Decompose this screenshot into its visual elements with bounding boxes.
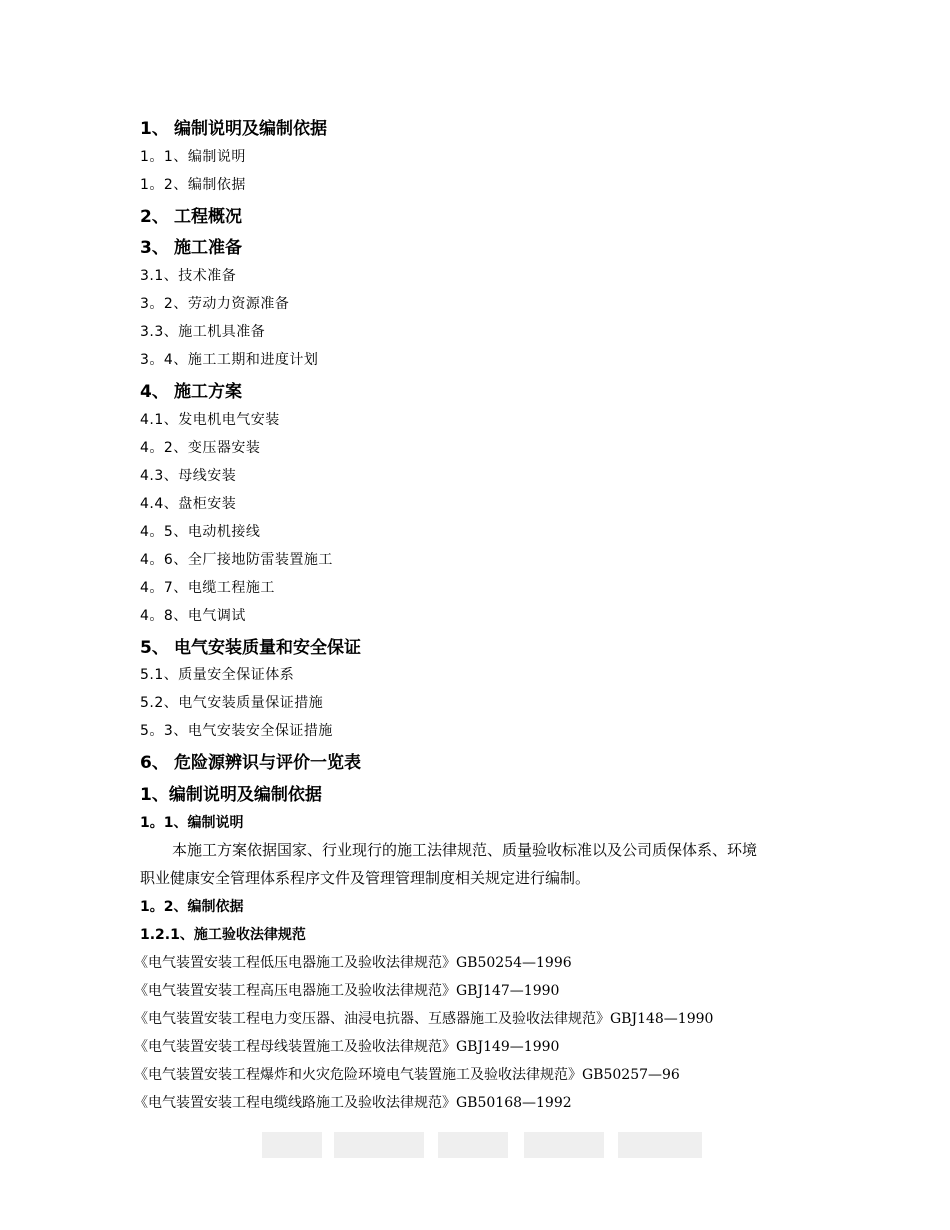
toc-section-number: 6、	[140, 753, 169, 773]
toc-section-title: 工程概况	[174, 207, 242, 227]
toc-item-4-2[interactable]: 4。2、变压器安装	[140, 440, 261, 456]
subsection-heading: 1。2、编制依据	[140, 899, 244, 915]
toc-section-title: 危险源辨识与评价一览表	[174, 753, 361, 773]
reference-item: 《电气装置安装工程母线装置施工及验收法律规范》GBJ149—1990	[134, 1039, 560, 1055]
toc-section-title: 施工准备	[174, 238, 242, 258]
toc-section-2[interactable]	[140, 202, 242, 227]
toc-item-5-3[interactable]: 5。3、电气安装安全保证措施	[140, 723, 333, 739]
toc-item-4-5[interactable]: 4。5、电动机接线	[140, 524, 261, 540]
toc-section-number: 1、	[140, 119, 169, 139]
reference-item: 《电气装置安装工程电缆线路施工及验收法律规范》GB50168—1992	[134, 1095, 572, 1111]
toc-section-number: 2、	[140, 207, 169, 227]
toc-section-title: 编制说明及编制依据	[174, 119, 327, 139]
paragraph-line: 本施工方案依据国家、行业现行的施工法律规范、质量验收标准以及公司质保体系、环境	[172, 841, 758, 859]
paragraph-line: 职业健康安全管理体系程序文件及管理管理制度相关规定进行编制。	[140, 869, 591, 887]
reference-item: 《电气装置安装工程低压电器施工及验收法律规范》GB50254—1996	[134, 955, 572, 971]
toc-item-4-7[interactable]: 4。7、电缆工程施工	[140, 580, 275, 596]
toc-section-title: 施工方案	[174, 382, 242, 402]
watermark	[262, 1128, 702, 1162]
toc-section-4[interactable]	[140, 377, 242, 402]
toc-item-4-8[interactable]: 4。8、电气调试	[140, 608, 246, 624]
toc-section-5[interactable]	[140, 633, 361, 658]
subsection-heading: 1。1、编制说明	[140, 815, 244, 831]
toc-item-1-2[interactable]: 1。2、编制依据	[140, 177, 246, 193]
toc-section-3[interactable]	[140, 233, 242, 258]
toc-item-3-1[interactable]: 3.1、技术准备	[140, 268, 237, 284]
toc-item-3-3[interactable]: 3.3、施工机具准备	[140, 324, 266, 340]
toc-item-4-4[interactable]: 4.4、盘柜安装	[140, 496, 237, 512]
toc-section-6[interactable]	[140, 748, 361, 773]
section-heading: 1、编制说明及编制依据	[140, 785, 322, 805]
reference-item: 《电气装置安装工程爆炸和火灾危险环境电气装置施工及验收法律规范》GB50257—96	[134, 1067, 680, 1083]
toc-section-number: 5、	[140, 638, 169, 658]
toc-item-1-1[interactable]: 1。1、编制说明	[140, 149, 246, 165]
toc-item-5-2[interactable]: 5.2、电气安装质量保证措施	[140, 695, 324, 711]
toc-section-number: 4、	[140, 382, 169, 402]
reference-item: 《电气装置安装工程高压电器施工及验收法律规范》GBJ147—1990	[134, 983, 560, 999]
toc-item-3-4[interactable]: 3。4、施工工期和进度计划	[140, 352, 319, 368]
toc-item-4-1[interactable]: 4.1、发电机电气安装	[140, 412, 280, 428]
toc-section-title: 电气安装质量和安全保证	[174, 638, 361, 658]
subsubsection-heading: 1.2.1、施工验收法律规范	[140, 927, 306, 943]
toc-item-4-3[interactable]: 4.3、母线安装	[140, 468, 237, 484]
reference-item: 《电气装置安装工程电力变压器、油浸电抗器、互感器施工及验收法律规范》GBJ148—1990	[134, 1011, 714, 1027]
toc-item-4-6[interactable]: 4。6、全厂接地防雷装置施工	[140, 552, 333, 568]
toc-item-5-1[interactable]: 5.1、质量安全保证体系	[140, 667, 295, 683]
toc-section-number: 3、	[140, 238, 169, 258]
toc-item-3-2[interactable]: 3。2、劳动力资源准备	[140, 296, 290, 312]
toc-section-1[interactable]	[140, 114, 327, 139]
